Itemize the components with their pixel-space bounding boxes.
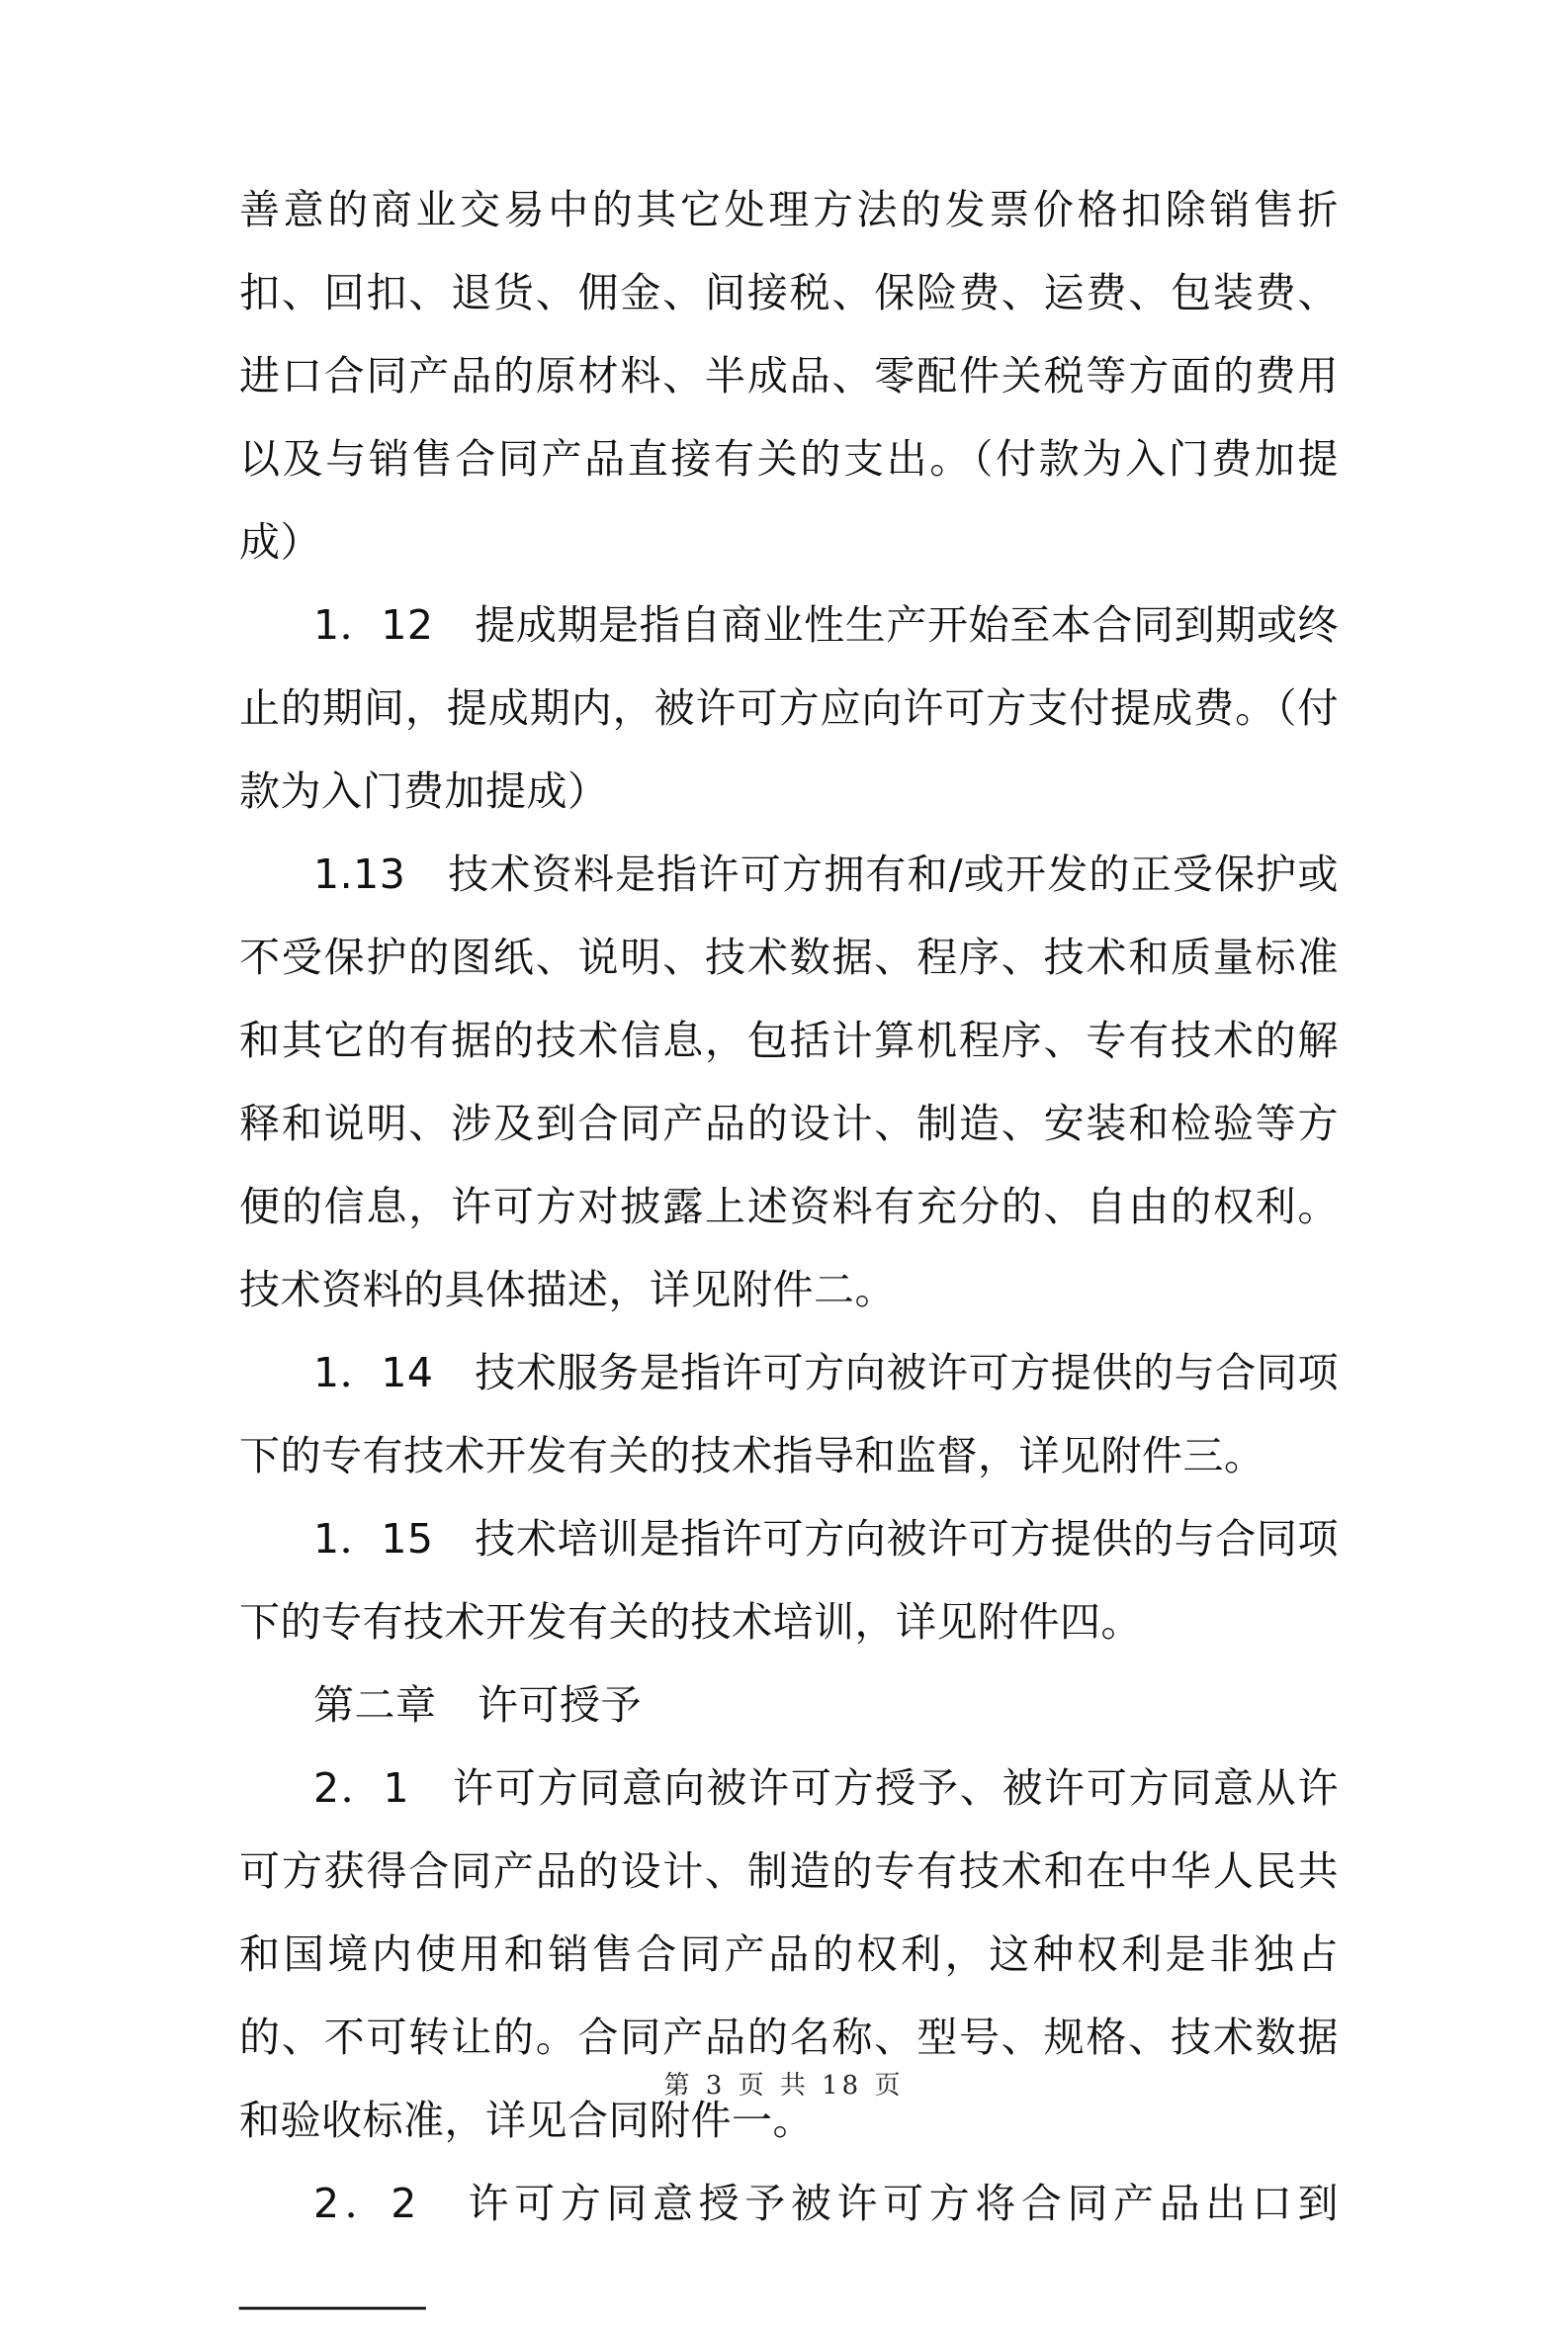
paragraph-1-12: 1．12 提成期是指自商业性生产开始至本合同到期或终止的期间，提成期内，被许可方应向许可方支付提成费。（付款为入门费加提成） (239, 601, 1339, 815)
page-number-footer: 第 3 页 共 18 页 (663, 2071, 905, 2101)
chapter-heading: 第二章 许可授予 (313, 1681, 642, 1729)
paragraph-1-15: 1．15 技术培训是指许可方向被许可方提供的与合同项下的专有技术开发有关的技术培训，详见附件四。 (239, 1515, 1339, 1646)
paragraph-1-14: 1．14 技术服务是指许可方向被许可方提供的与合同项下的专有技术开发有关的技术指导和监督，详见附件三。 (239, 1349, 1339, 1479)
paragraph-2-2: 2．2 许可方同意授予被许可方将合同产品出口到_________ (239, 2180, 1339, 2310)
paragraph-2-1: 2．1 许可方同意向被许可方授予、被许可方同意从许可方获得合同产品的设计、制造的专有技术和在中华人民共和国境内使用和销售合同产品的权利，这种权利是非独占的、不可转让的。合同产品的名称、型号、规格、技术数据和验收标准，详见合同附件一。 (239, 1764, 1339, 2144)
paragraph-1-13: 1.13 技术资料是指许可方拥有和/或开发的正受保护或不受保护的图纸、说明、技术数据、程序、技术和质量标准和其它的有据的技术信息，包括计算机程序、专有技术的解释和说明、涉及到合同产品的设计、制造、安装和检验等方便的信息，许可方对披露上述资料有充分的、自由的权利。技术资料的具体描述，详见附件二。 (239, 851, 1339, 1313)
paragraph-continuation: 善意的商业交易中的其它处理方法的发票价格扣除销售折扣、回扣、退货、佣金、间接税、保险费、运费、包装费、进口合同产品的原材料、半成品、零配件关税等方面的费用以及与销售合同产品直接有关的支出。（付款为入门费加提成） (239, 186, 1339, 566)
document-body (239, 168, 1339, 2328)
